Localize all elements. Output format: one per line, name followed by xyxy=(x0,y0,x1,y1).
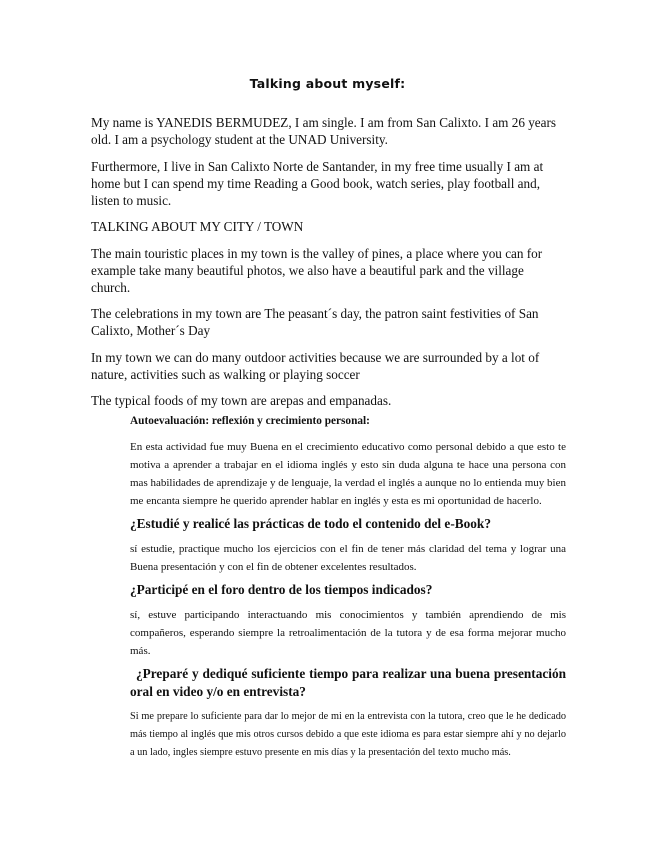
paragraph-city-heading: TALKING ABOUT MY CITY / TOWN xyxy=(91,219,304,234)
paragraph-celebrations: The celebrations in my town are The peasant´s day, the patron saint festivities of San Calixto, Mother´s Day xyxy=(91,306,539,338)
answer-ebook: sí estudie, practique mucho los ejercicios con el fin de tener más claridad del tema y lograr una Buena presentación y con el fin de obtener excelentes resultados. xyxy=(130,543,566,573)
answer-forum: sí, estuve participando interactuando mis conocimientos y también aprendiendo de mis compañeros, esperando siempre la retroalimentación de la tutora y de esa forma mejorar mucho más. xyxy=(130,609,566,657)
paragraph-touristic-places: The main touristic places in my town is the valley of pines, a place where you can for example take many beautiful photos, we also have a beautiful park and the village church. xyxy=(91,245,543,295)
self-evaluation-section xyxy=(130,415,566,767)
paragraph-outdoor-activities: In my town we can do many outdoor activities because we are surrounded by a lot of nature, activities such as walking or playing soccer xyxy=(91,349,540,382)
answer-presentation: Si me prepare lo suficiente para dar lo mejor de mi en la entrevista con la tutora, creo que le he dedicado más tiempo al inglés que mis otros cursos debido a que este idioma es para estar siempre ahí y no dejarlo a un lado, ingles siempre estuvo presente en mis días y la presentación del texto mucho más. xyxy=(130,711,566,758)
paragraph-free-time: Furthermore, I live in San Calixto Norte de Santander, in my free time usually I am at home but I can spend my time Reading a Good book, watch series, play football and, listen to music. xyxy=(91,158,544,208)
paragraph-typical-foods: The typical foods of my town are arepas and empanadas. xyxy=(91,393,392,408)
page-title: Talking about myself: xyxy=(249,76,406,91)
paragraph-personal-info: My name is YANEDIS BERMUDEZ, I am single. I am from San Calixto. I am 26 years old. I am a psychology student at the UNAD University. xyxy=(91,115,557,147)
question-presentation: ¿Preparé y dediqué suficiente tiempo para realizar una buena presentación oral en video y/o en entrevista? xyxy=(130,666,566,699)
question-forum: ¿Participé en el foro dentro de los tiempos indicados? xyxy=(130,582,433,597)
intro-section xyxy=(91,114,561,419)
question-ebook: ¿Estudié y realicé las prácticas de todo el contenido del e-Book? xyxy=(130,516,491,531)
self-evaluation-intro: En esta actividad fue muy Buena en el crecimiento educativo como personal debido a que esto te motiva a aprender a trabajar en el idioma inglés y esto sin duda alguna te hace una persona con mas habilidades de aprendizaje y de lenguaje, la verdad el inglés a aunque no lo entienda muy bien me encanta siempre he querido aprender hablar en inglés y esta es mi oportunidad de hacerlo. xyxy=(130,441,566,507)
self-evaluation-heading: Autoevaluación: reflexión y crecimiento personal: xyxy=(130,415,370,427)
